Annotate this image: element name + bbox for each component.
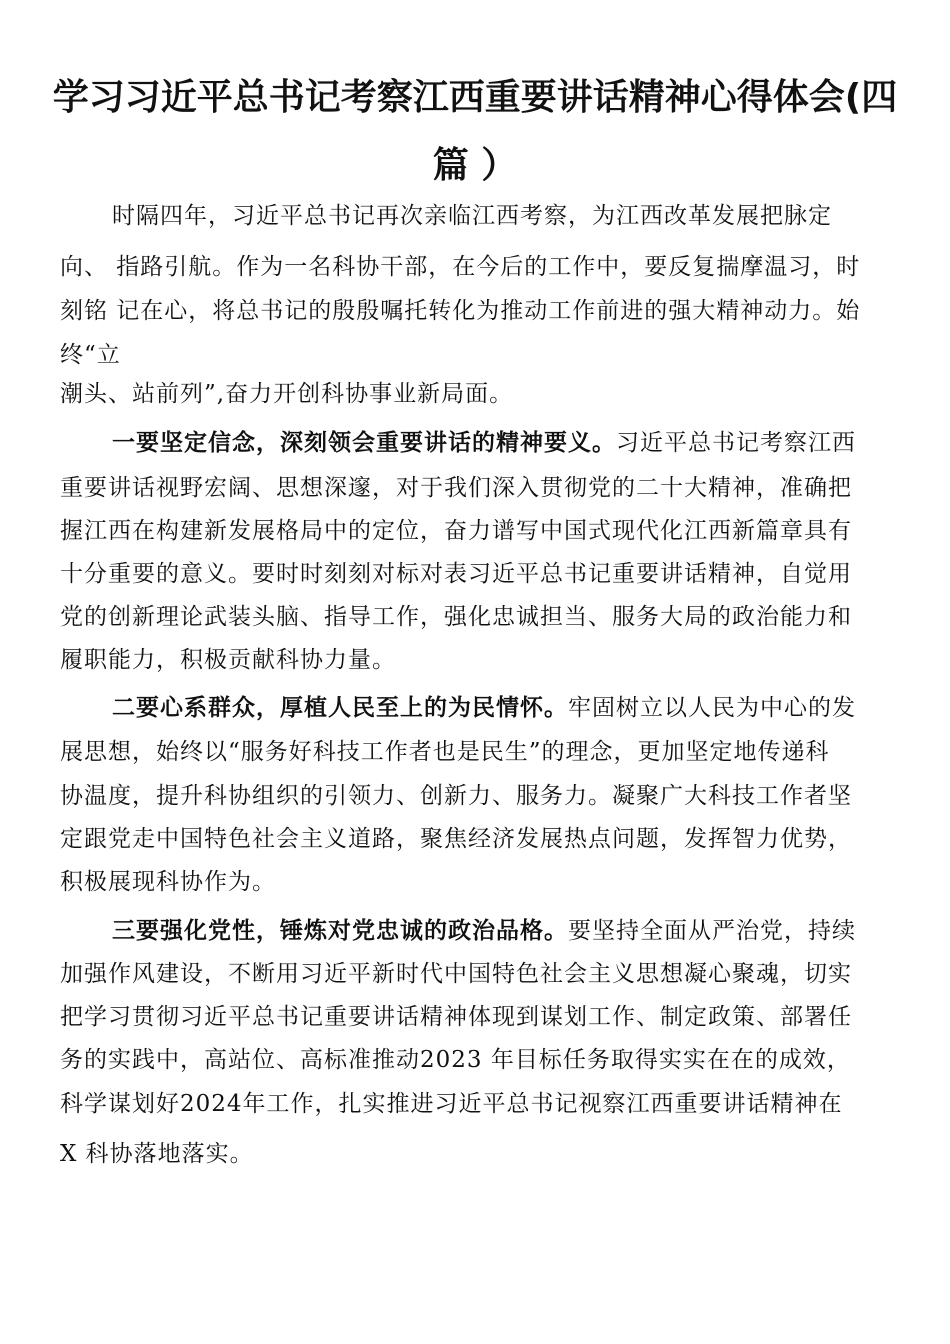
section-3-text: 要坚持全面从严治党，持续 (568, 918, 856, 944)
section-1-line: 党的创新理论武装头脑、指导工作，强化忠诚担当、服务大局的政治能力和 (60, 604, 852, 630)
document-title-line-1: 学习习近平总书记考察江西重要讲话精神心得体会(四 (52, 77, 898, 118)
section-1-heading: 一要坚定信念，深刻领会重要讲话的精神要义。 (112, 430, 616, 456)
section-3-line: X 科协落地落实。 (60, 1141, 254, 1167)
section-1-text: 习近平总书记考察江西 (616, 430, 856, 456)
section-2-first-line (112, 697, 950, 720)
section-2-line: 定跟党走中国特色社会主义道路，聚焦经济发展热点问题，发挥智力优势， (60, 826, 852, 852)
section-1-line: 握江西在构建新发展格局中的定位，奋力谱写中国式现代化江西新篇章具有 (60, 518, 852, 544)
section-1-line: 十分重要的意义。要时时刻刻对标对表习近平总书记重要讲话精神，自觉用 (60, 561, 852, 587)
section-3-line: 加强作风建设，不断用习近平新时代中国特色社会主义思想凝心聚魂，切实 (60, 961, 852, 987)
section-2-line: 积极展现科协作为。 (60, 869, 276, 895)
document-title-line-2: 篇 ） (432, 145, 518, 186)
section-3-first-line (112, 920, 950, 943)
section-3-line: 务的实践中，高站位、高标准推动2023 年目标任务取得实实在在的成效， (60, 1047, 851, 1073)
section-2-text: 牢固树立以人民为中心的发 (568, 695, 856, 721)
section-1-line: 重要讲话视野宏阔、思想深邃，对于我们深入贯彻党的二十大精神，准确把 (60, 475, 852, 501)
intro-line: 向、 指路引航。作为一名科协干部，在今后的工作中，要反复揣摩温习，时 (60, 254, 861, 280)
section-1-first-line (112, 432, 950, 455)
section-3-line: 把学习贯彻习近平总书记重要讲话精神体现到谋划工作、制定政策、部署任 (60, 1004, 852, 1030)
intro-line: 潮头、站前列”,奋力开创科协事业新局面。 (60, 381, 514, 407)
section-3-line: 科学谋划好2024年工作，扎实推进习近平总书记视察江西重要讲话精神在 (60, 1091, 843, 1117)
intro-line: 刻铭 记在心，将总书记的殷殷嘱托转化为推动工作前进的强大精神动力。始 (60, 298, 861, 324)
intro-line: 终“立 (60, 342, 121, 368)
section-3-heading: 三要强化党性，锤炼对党忠诚的政治品格。 (112, 918, 568, 944)
section-1-line: 履职能力，积极贡献科协力量。 (60, 647, 396, 673)
intro-line: 时隔四年，习近平总书记再次亲临江西考察，为江西改革发展把脉定 (112, 203, 832, 229)
section-2-heading: 二要心系群众，厚植人民至上的为民情怀。 (112, 695, 568, 721)
section-2-line: 协温度，提升科协组织的引领力、创新力、服务力。凝聚广大科技工作者坚 (60, 783, 852, 809)
section-2-line: 展思想，始终以“服务好科技工作者也是民生”的理念，更加坚定地传递科 (60, 739, 830, 765)
